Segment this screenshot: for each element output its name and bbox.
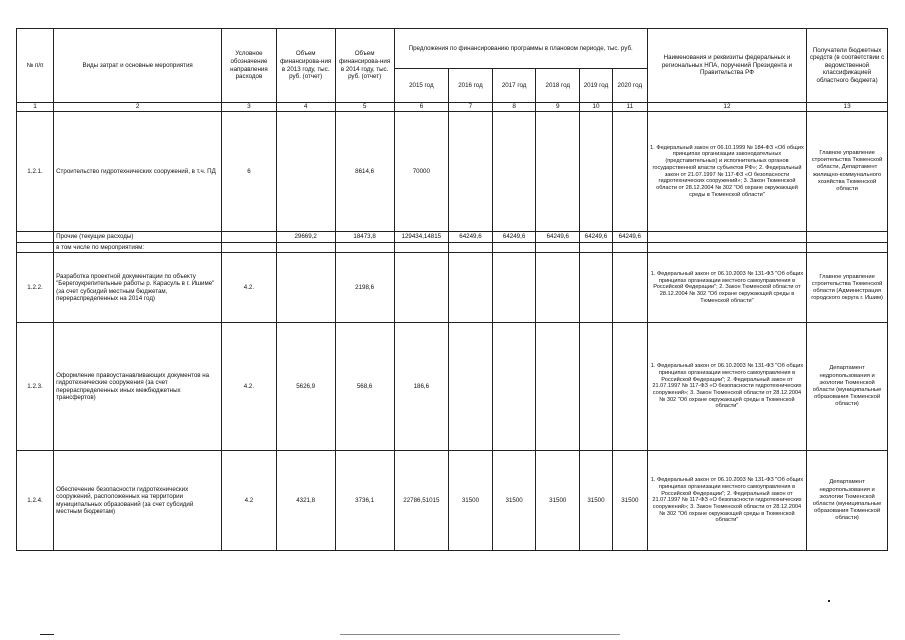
value-2014: 18473,8	[335, 232, 394, 243]
header-recipients: Получатели бюджетных средств (в соответствии с ведомственной классификацией областного бюджета)	[807, 29, 888, 103]
value-2019: 31500	[580, 451, 613, 551]
value-2016	[449, 323, 493, 451]
value-2014: 3736,1	[335, 451, 394, 551]
value-2017: 31500	[492, 451, 536, 551]
value-2015: 70000	[394, 112, 449, 232]
header-laws: Наименования и реквизиты федеральных и региональных НПА, поручений Президента и Правительства РФ	[647, 29, 806, 103]
value-2016: 64249,6	[449, 232, 493, 243]
value-2014: 8614,6	[335, 112, 394, 232]
column-number: 8	[492, 103, 536, 112]
budget-table-container	[16, 28, 888, 551]
column-number: 2	[54, 103, 222, 112]
row-number	[17, 232, 54, 243]
row-title: в том числе по мероприятиям:	[54, 242, 222, 253]
table-row-1-2-4	[17, 451, 888, 551]
legal-acts: 1. Федеральный закон от 06.10.1999 № 184-ФЗ «Об общих принципах организации законодательных (представительных) и исполнительных органов государственной власти субъектов РФ»; 2. Федеральный закон от 21.07.1997 № 117-ФЗ «О безопасности гидротехнических сооружений»; 3. Закон Тюменской области от 28.12.2004 № 302 "Об охране окружающей среды в Тюменской области"	[647, 112, 806, 232]
header-volume-2013: Объем финансирова-ния в 2013 году, тыс. руб. (отчет)	[276, 29, 335, 103]
column-number: 12	[647, 103, 806, 112]
row-number	[17, 242, 54, 253]
header-proposals: Предложения по финансированию программы в плановом периоде, тыс. руб.	[394, 29, 647, 69]
header-designation: Условное обозначение направления расходов	[222, 29, 277, 103]
column-number: 1	[17, 103, 54, 112]
value-2015: 22786,51015	[394, 451, 449, 551]
row-number: 1.2.2.	[17, 253, 54, 323]
row-number: 1.2.1.	[17, 112, 54, 232]
value-2016	[449, 253, 493, 323]
value-2018	[536, 253, 580, 323]
column-number: 7	[449, 103, 493, 112]
direction-code: 6	[222, 112, 277, 232]
value-2017	[492, 112, 536, 232]
value-2013: 5626,9	[276, 323, 335, 451]
header-volume-2014: Объем финансирова-ния в 2014 году, тыс. руб. (отчет)	[335, 29, 394, 103]
row-title: Оформление правоустанавливающих документов на гидротехнические сооружения (за счет перераспределенных иных межбюджетных трансфертов)	[54, 323, 222, 451]
row-title: Разработка проектной документации по объекту "Берегоукрепительные работы р. Карасуль в г. Ишиме" (за счет субсидий местным бюджетам, перераспределенных на 2014 год)	[54, 253, 222, 323]
row-number: 1.2.4.	[17, 451, 54, 551]
table-row-including	[17, 242, 888, 253]
column-number: 13	[807, 103, 888, 112]
table-row-1-2-3	[17, 323, 888, 451]
column-number: 3	[222, 103, 277, 112]
header-year: 2017 год	[492, 69, 536, 103]
header-year: 2018 год	[536, 69, 580, 103]
value-2015: 186,6	[394, 323, 449, 451]
value-2018: 31500	[536, 451, 580, 551]
direction-code	[222, 232, 277, 243]
table-row-other	[17, 232, 888, 243]
value-2019	[580, 253, 613, 323]
value-2014: 568,6	[335, 323, 394, 451]
value-2013	[276, 112, 335, 232]
scan-mark	[828, 600, 830, 602]
column-number: 10	[580, 103, 613, 112]
value-2016: 31500	[449, 451, 493, 551]
header-year: 2020 год	[612, 69, 647, 103]
legal-acts: 1. Федеральный закон от 06.10.2003 № 131-ФЗ "Об общих принципах организации местного самоуправления в Российской Федерации"; 2. Закон Тюменской области от 28.12.2004 № 302 "Об охране окружающей среды в Тюменской области"	[647, 253, 806, 323]
column-number: 5	[335, 103, 394, 112]
value-2015	[394, 253, 449, 323]
legal-acts	[647, 232, 806, 243]
legal-acts: 1. Федеральный закон от 06.10.2003 № 131-ФЗ "Об общих принципах организации местного самоуправления в Российской Федерации"; 2. Федеральный закон от 21.07.1997 № 117-ФЗ «О безопасности гидротехнических сооружений»; 3. Закон Тюменской области от 28.12.2004 № 302 "Об охране окружающей среды в Тюменской области"	[647, 451, 806, 551]
direction-code: 4.2.	[222, 253, 277, 323]
value-2017	[492, 253, 536, 323]
row-title: Прочие (текущие расходы)	[54, 232, 222, 243]
scan-mark	[340, 634, 620, 635]
value-2016	[449, 112, 493, 232]
value-2020	[612, 323, 647, 451]
column-number: 6	[394, 103, 449, 112]
value-2014: 2198,6	[335, 253, 394, 323]
value-2019	[580, 112, 613, 232]
row-title: Строительство гидротехнических сооружений, в т.ч. ПД	[54, 112, 222, 232]
header-kinds: Виды затрат и основные мероприятия	[54, 29, 222, 103]
value-2015: 129434,14815	[394, 232, 449, 243]
value-2018: 64249,6	[536, 232, 580, 243]
direction-code: 4.2	[222, 451, 277, 551]
budget-recipient	[807, 232, 888, 243]
scan-mark	[40, 634, 54, 635]
table-row-1-2-1	[17, 112, 888, 232]
header-year: 2015 год	[394, 69, 449, 103]
legal-acts: 1. Федеральный закон от 06.10.2003 № 131-ФЗ "Об общих принципах организации местного самоуправления в Российской Федерации"; 2. Федеральный закон от 21.07.1997 № 117-ФЗ «О безопасности гидротехнических сооружений»; 3. Закон Тюменской области от 28.12.2004 № 302 "Об охране окружающей среды в Тюменской области"	[647, 323, 806, 451]
value-2013: 29669,2	[276, 232, 335, 243]
budget-recipient: Департамент недропользования и экологии Тюменской области (муниципальные образования Тюменской области)	[807, 451, 888, 551]
value-2013	[276, 253, 335, 323]
value-2018	[536, 323, 580, 451]
header-year: 2016 год	[449, 69, 493, 103]
budget-table	[16, 28, 888, 551]
column-number-row	[17, 103, 888, 112]
value-2018	[536, 112, 580, 232]
value-2020	[612, 253, 647, 323]
header-no: № п/п	[17, 29, 54, 103]
value-2020: 64249,6	[612, 232, 647, 243]
value-2013: 4321,8	[276, 451, 335, 551]
value-2020: 31500	[612, 451, 647, 551]
column-number: 11	[612, 103, 647, 112]
budget-recipient: Департамент недропользования и экологии Тюменской области (муниципальные образования Тюменской области)	[807, 323, 888, 451]
value-2017	[492, 323, 536, 451]
header-year: 2019 год	[580, 69, 613, 103]
budget-recipient: Главное управление строительства Тюменской области (Администрация городского округа г. Ишим)	[807, 253, 888, 323]
value-2017: 64249,6	[492, 232, 536, 243]
row-number: 1.2.3.	[17, 323, 54, 451]
direction-code: 4.2.	[222, 323, 277, 451]
column-number: 9	[536, 103, 580, 112]
table-row-1-2-2	[17, 253, 888, 323]
row-title: Обеспечение безопасности гидротехнических сооружений, расположенных на территории муниципальных образований (за счет субсидий местным бюджетам)	[54, 451, 222, 551]
value-2020	[612, 112, 647, 232]
value-2019: 64249,6	[580, 232, 613, 243]
budget-recipient: Главное управление строительства Тюменской области, Департамент жилищно-коммунального хозяйства Тюменской области	[807, 112, 888, 232]
value-2019	[580, 323, 613, 451]
column-number: 4	[276, 103, 335, 112]
